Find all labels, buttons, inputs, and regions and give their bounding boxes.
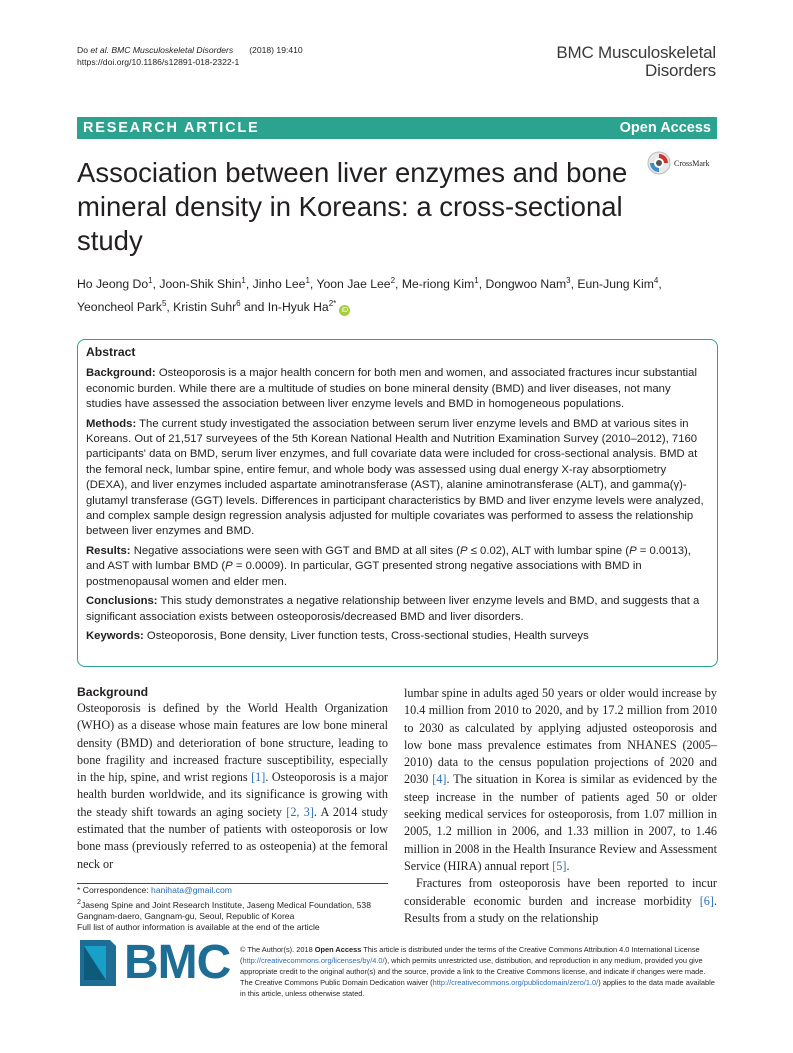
body-paragraph (404, 875, 717, 927)
cite-prefix: Do (77, 45, 91, 55)
journal-line-2: Disorders (645, 61, 716, 80)
author-separator: and (240, 300, 268, 315)
body-text: . Osteoporosis is a major health burden worldwide, and its significance is growing with the steady shift towards an aging society (77, 770, 388, 819)
background-label: Background: (86, 367, 156, 380)
copyright-text: © The Author(s). 2018 (240, 945, 315, 954)
footnote-divider (77, 883, 388, 884)
abstract-box (77, 339, 718, 667)
body-paragraph (404, 685, 717, 875)
open-access-label: Open Access (619, 120, 711, 136)
author[interactable]: Joon-Shik Shin (159, 277, 242, 292)
license-text: ), which permits unrestricted use, distribution, and reproduction in any medium, provided you give appropriate credit to the original author(s) and the source, provide a link to the Creative Commons license, and indicate if changes were made. The Creative Commons Public Domain Dedication waiver ( (240, 956, 706, 987)
citation-header (77, 44, 303, 68)
license-text: This article is distributed under the terms of the Creative Commons Attribution 4.0 International License ( (240, 945, 700, 965)
journal-line-1: BMC Musculoskeletal (556, 43, 716, 62)
p-symbol: P (225, 560, 233, 573)
background-text: Osteoporosis is a major health concern for both men and women, and associated fractures incur substantial economic burden. While there are a multitude of studies on bone mineral density (BMD) and liver diseases, not many studies have assessed the association between liver enzyme levels and BMD in homogeneous populations. (86, 367, 697, 411)
correspondence-label: * Correspondence: (77, 885, 152, 895)
author-info-note: Full list of author information is available at the end of the article (77, 922, 320, 933)
results-text-2: ≤ 0.02), ALT with lumbar spine ( (467, 544, 630, 557)
license-text: ) applies to the data made available in this article, unless otherwise stated. (240, 978, 715, 998)
keywords-text: Osteoporosis, Bone density, Liver function tests, Cross-sectional studies, Health surveys (146, 629, 589, 642)
doi-link[interactable]: https://doi.org/10.1186/s12891-018-2322-1 (77, 57, 240, 67)
author-separator: , (478, 277, 486, 292)
correspondence-email[interactable]: hanihata@gmail.com (151, 885, 232, 895)
keywords-label: Keywords: (86, 629, 144, 642)
abstract-background (86, 366, 709, 412)
author[interactable]: Yoon Jae Lee (316, 277, 391, 292)
author-separator: , (309, 277, 317, 292)
crossmark-label: CrossMark (674, 158, 710, 168)
article-type-label: RESEARCH ARTICLE (83, 120, 260, 136)
citation-link[interactable]: [1] (251, 770, 266, 785)
section-heading: Background (77, 685, 149, 699)
open-access-bold: Open Access (314, 945, 362, 954)
abstract-heading: Abstract (86, 345, 136, 359)
body-text: . Results from a study on the relationship (404, 893, 717, 925)
abstract-methods (86, 417, 709, 540)
citation-link[interactable]: [6] (699, 893, 714, 908)
author-separator: , (395, 277, 402, 292)
abstract-conclusions (86, 594, 709, 625)
results-text-3: = 0.0013), and AST with lumbar BMD ( (86, 544, 691, 573)
author[interactable]: Jinho Lee (252, 277, 306, 292)
body-text: . A 2014 study estimated that the number of patients with osteoporosis or low bone mass (previously referred to as osteopenia) at the femoral neck or (77, 804, 388, 871)
correspondence (77, 885, 388, 897)
citation-link[interactable]: [4] (432, 772, 447, 787)
results-text-1: Negative associations were seen with GGT and BMD at all sites ( (133, 544, 461, 557)
author-separator: , (658, 277, 662, 292)
author[interactable]: Me-riong Kim (401, 277, 475, 292)
author-affiliation-sup: 2* (328, 299, 337, 309)
author-affiliation-sup: 5 (161, 299, 167, 309)
author[interactable]: Kristin Suhr (173, 300, 237, 315)
conclusions-label: Conclusions: (86, 595, 158, 608)
citation-link[interactable]: [2, 3] (286, 804, 314, 819)
author[interactable]: Dongwoo Nam (485, 277, 567, 292)
cite-journal: et al. BMC Musculoskeletal Disorders (90, 45, 234, 55)
author-affiliation-sup: 2 (390, 276, 396, 285)
author-affiliation-sup: 1 (241, 276, 246, 285)
body-paragraph (77, 700, 388, 873)
bmc-wordmark: BMC (124, 936, 231, 989)
methods-label: Methods: (86, 417, 137, 430)
body-text: lumbar spine in adults aged 50 years or older would increase by 10.4 million from 2010 to 2020, and by 17.2 million from 2010 to 2030 as calculated by applying adjusted osteoporosis and low bone mass prevalence estimates from NHANES (2005–2010) data to the census population projections of 2020 and 2030 (404, 686, 717, 787)
p-symbol: P (629, 544, 637, 557)
p-symbol: P (460, 544, 468, 557)
author-separator: , (152, 277, 160, 292)
results-text-4: = 0.0009). In particular, GGT presented strong negative associations with BMD in postmenopausal women and elder men. (86, 560, 642, 588)
public-domain-link[interactable]: http://creativecommons.org/publicdomain/zero/1.0/ (432, 978, 599, 987)
body-text: . The situation in Korea is similar as evidenced by the steep increase in the number of patients aged 50 or older seeking medical services for osteoporosis, from 1.07 million in 2005, 1.2 million in 2006, and 1.33 million in 2007, to 1.46 million in 2008 in the Health Insurance Review and Assessment Service (HIRA) annual report (404, 772, 717, 873)
author-affiliation-sup: 1 (148, 276, 153, 285)
author-separator: , (245, 277, 253, 292)
affiliation-number: 2 (77, 897, 81, 906)
footnotes (77, 885, 388, 934)
methods-text: The current study investigated the association between serum liver enzyme levels and BMD at various sites in Koreans. Out of 21,517 surveyees of the 5th Korean National Health and Nutrition Examination Survey (2010–2012), 7160 participants' data on BMD, serum liver enzymes, and full covariate data were included for cross-sectional analysis. BMD at the femoral neck, lumbar spine, entire femur, and whole body was assessed using dual energy X-ray absorptiometry (DEXA), and liver enzymes included aspartate aminotransferase (AST), alanine aminotransferase (ALT), and gamma(γ)-glutamyl transferase (GGT) levels. Differences in participant characteristics by BMD and liver enzyme levels were analyzed, and complex sample design regression analysis adjusted for multiple covariates was performed to assess the relationship between liver enzymes and BMD. (86, 417, 704, 538)
orcid-icon[interactable]: iD (339, 305, 350, 316)
author[interactable]: In-Hyuk Ha (267, 300, 329, 315)
results-label: Results: (86, 544, 131, 557)
journal-name (556, 44, 716, 80)
author-separator: , (570, 277, 578, 292)
bmc-logo-icon (80, 940, 116, 986)
article-type-banner (77, 117, 717, 139)
author-affiliation-sup: 1 (305, 276, 310, 285)
abstract-keywords (86, 629, 709, 644)
body-left-column (77, 684, 388, 873)
author[interactable]: Ho Jeong Do (77, 277, 149, 292)
citation-link[interactable]: [5] (552, 858, 567, 873)
author-list (77, 271, 717, 317)
abstract-results (86, 544, 709, 590)
cite-year-volume: (2018) 19:410 (249, 45, 303, 55)
body-right-column (404, 685, 717, 927)
affiliation-text: Jaseng Spine and Joint Research Institute, Jaseng Medical Foundation, 538 Gangnam-daero, Gangnam-gu, Seoul, Republic of Korea (77, 899, 371, 921)
body-text: Fractures from osteoporosis have been reported to incur considerable economic burden and increase morbidity (404, 876, 717, 908)
author-affiliation-sup: 4 (653, 276, 659, 285)
license-link[interactable]: http://creativecommons.org/licenses/by/4.0/ (242, 956, 385, 965)
author-separator: , (166, 300, 174, 315)
author[interactable]: Eun-Jung Kim (577, 277, 654, 292)
conclusions-text: This study demonstrates a negative relationship between liver enzyme levels and BMD, and suggests that a significant association exists between osteoporosis/decreased BMD and liver disorders. (86, 595, 700, 623)
author-affiliation-sup: 1 (474, 276, 479, 285)
crossmark-badge[interactable] (647, 151, 710, 175)
license-statement (240, 944, 718, 999)
author-affiliation-sup: 6 (236, 299, 241, 309)
bmc-logo (80, 938, 230, 988)
article-title: Association between liver enzymes and bone mineral density in Koreans: a cross-sectional study (77, 157, 628, 256)
author[interactable]: Yeoncheol Park (77, 300, 162, 315)
body-text: . (566, 858, 570, 873)
author-affiliation-sup: 3 (566, 276, 571, 285)
affiliation (77, 897, 388, 923)
crossmark-icon (647, 151, 671, 175)
body-text: Osteoporosis is defined by the World Health Organization (WHO) as a disease whose main features are low bone mineral density (BMD) and deterioration of bone structure, leading to bone fragility and increased fracture susceptibility, especially in the hip, spine, and wrist regions (77, 701, 388, 785)
